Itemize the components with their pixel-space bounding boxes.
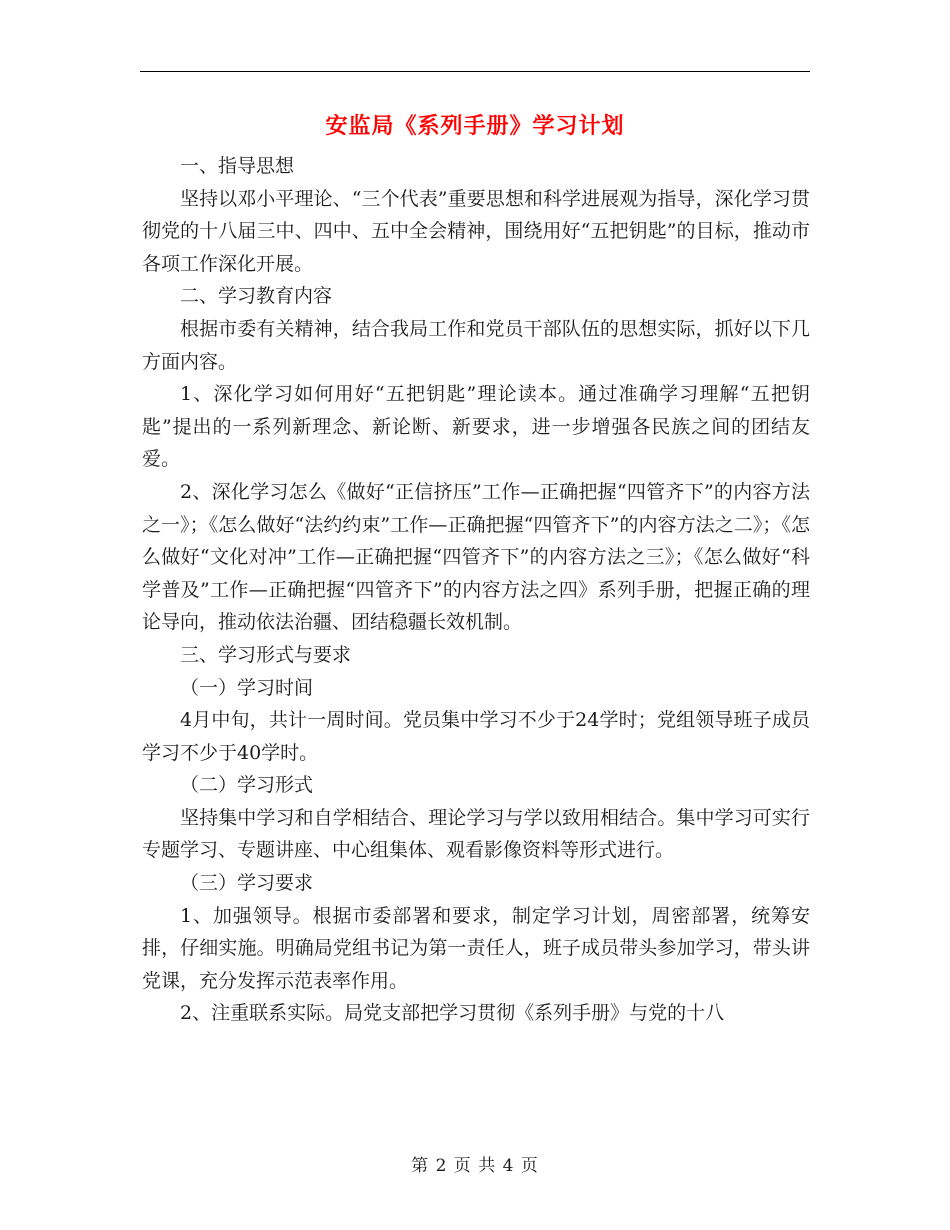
- page-number: 第 2 页 共 4 页: [411, 1156, 539, 1176]
- subheading-study-time: （一）学习时间: [180, 676, 314, 699]
- document-body: [142, 150, 810, 1030]
- paragraph-study-content-item-1: 1、深化学习如何用好“五把钥匙”理论读本。通过准确学习理解“五把钥匙”提出的一系列新理念、新论断、新要求，进一步增强各民族之间的团结友爱。: [142, 383, 810, 471]
- paragraph-requirement-2: 2、注重联系实际。局党支部把学习贯彻《系列手册》与党的十八: [180, 1002, 725, 1025]
- paragraph-study-time: 4月中旬，共计一周时间。党员集中学习不少于24学时；党组领导班子成员学习不少于40学时。: [142, 709, 810, 764]
- section-heading-study-content: 二、学习教育内容: [180, 285, 333, 308]
- paragraph-study-content-intro: 根据市委有关精神，结合我局工作和党员干部队伍的思想实际，抓好以下几方面内容。: [142, 317, 810, 373]
- document-title: 安监局《系列手册》学习计划: [325, 114, 625, 139]
- subheading-study-form: （二）学习形式: [180, 774, 314, 797]
- section-heading-study-form: 三、学习形式与要求: [180, 643, 352, 666]
- paragraph-guiding-ideology: 坚持以邓小平理论、“三个代表”重要思想和科学进展观为指导，深化学习贯彻党的十八届三中、四中、五中全会精神，围绕用好“五把钥匙”的目标，推动市各项工作深化开展。: [142, 187, 810, 275]
- header-rule: [140, 71, 810, 72]
- paragraph-study-content-item-2: 2、深化学习怎么《做好“正信挤压”工作—正确把握“四管齐下”的内容方法之一》；《怎么做好“法约约束”工作—正确把握“四管齐下”的内容方法之二》；《怎么做好“文化对冲”工作—正确把握“四管齐下”的内容方法之三》；《怎么做好“科学普及”工作—正确把握“四管齐下”的内容方法之四》系列手册，把握正确的理论导向，推动依法治疆、团结稳疆长效机制。: [142, 480, 810, 634]
- paragraph-requirement-1: 1、加强领导。根据市委部署和要求，制定学习计划，周密部署，统筹安排，仔细实施。明确局党组书记为第一责任人，班子成员带头参加学习，带头讲党课，充分发挥示范表率作用。: [142, 904, 810, 992]
- subheading-study-requirements: （三）学习要求: [180, 872, 314, 895]
- paragraph-study-form: 坚持集中学习和自学相结合、理论学习与学以致用相结合。集中学习可实行专题学习、专题讲座、中心组集体、观看影像资料等形式进行。: [142, 806, 810, 862]
- section-heading-guiding-ideology: 一、指导思想: [180, 155, 295, 177]
